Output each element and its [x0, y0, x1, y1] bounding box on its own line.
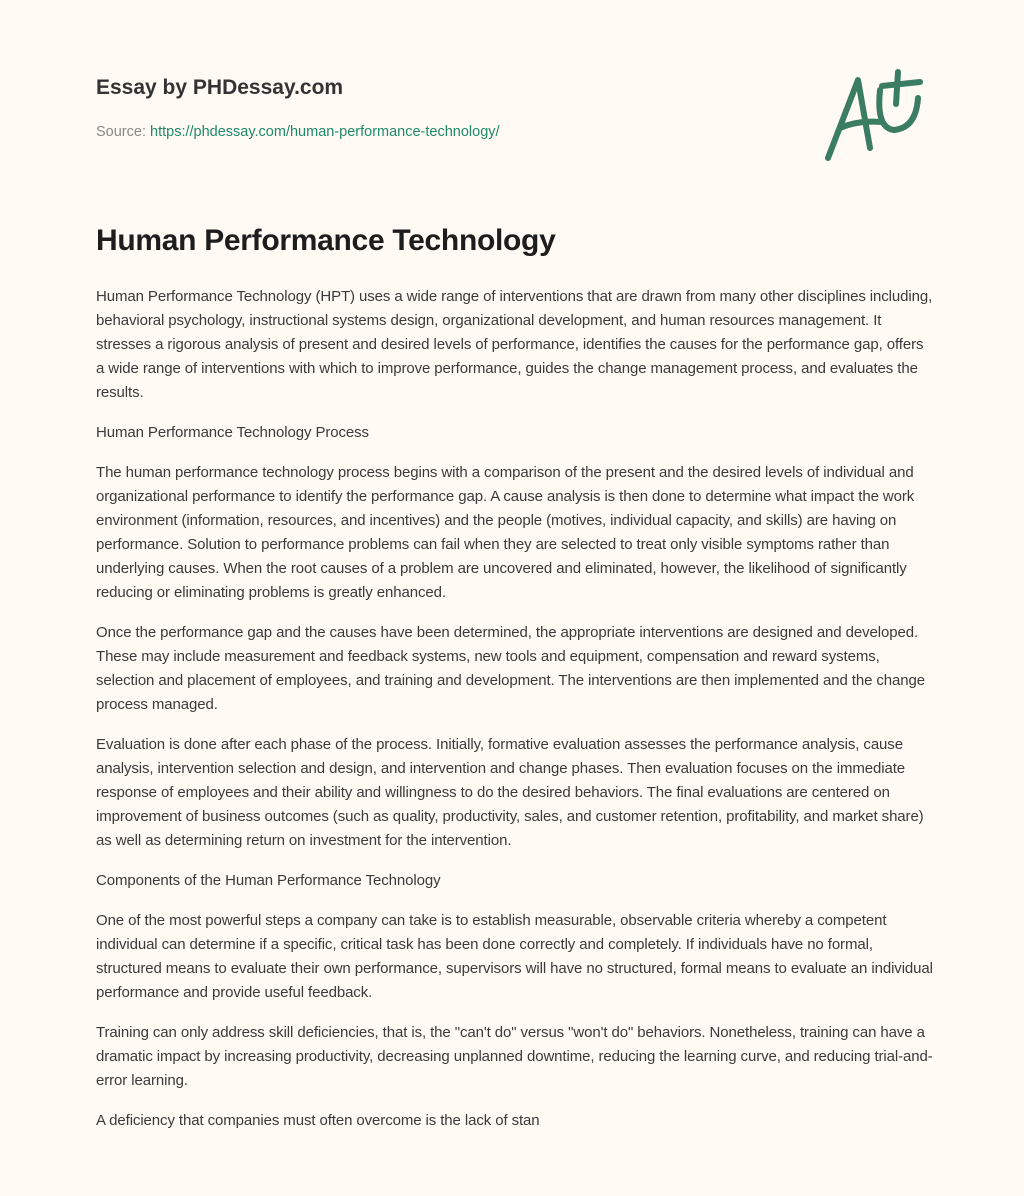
- paragraph: Human Performance Technology (HPT) uses a wide range of interventions that are drawn from many other disciplines including, behavioral psychology, instructional systems design, organizational development, and human resources management. It stresses a rigorous analysis of present and desired levels of performance, identifies the causes for the performance gap, offers a wide range of interventions with which to improve performance, guides the change management process, and evaluates the results.: [96, 288, 933, 401]
- site-brand: Essay by PHDessay.com: [96, 76, 344, 99]
- source-line: [96, 124, 500, 140]
- paragraph: One of the most powerful steps a company can take is to establish measurable, observable criteria whereby a competent individual can determine if a specific, critical task has been done correctly and completely. If individuals have no formal, structured means to evaluate their own performance, supervisors will have no structured, formal means to evaluate an individual performance and provide useful feedback.: [96, 912, 933, 1001]
- a-plus-logo-icon: [818, 68, 930, 164]
- paragraph: Once the performance gap and the causes have been determined, the appropriate interventions are designed and developed. These may include measurement and feedback systems, new tools and equipment, compensation and reward systems, selection and placement of employees, and training and development. The interventions are then implemented and the change process managed.: [96, 624, 926, 713]
- source-label: Source:: [96, 124, 146, 140]
- paragraph: The human performance technology process begins with a comparison of the present and the desired levels of individual and organizational performance to identify the performance gap. A cause analysis is then done to determine what impact the work environment (information, resources, and incentives) and the people (motives, individual capacity, and skills) are having on performance. Solution to performance problems can fail when they are selected to treat only visible symptoms rather than underlying causes. When the root causes of a problem are uncovered and eliminated, however, the likelihood of significantly reducing or eliminating problems is greatly enhanced.: [96, 464, 915, 601]
- section-heading: Human Performance Technology Process: [96, 424, 369, 441]
- paragraph: Training can only address skill deficiencies, that is, the "can't do" versus "won't do" behaviors. Nonetheless, training can have a dramatic impact by increasing productivity, decreasing unplanned downtime, reducing the learning curve, and reducing trial-and-error learning.: [96, 1024, 933, 1089]
- paragraph: A deficiency that companies must often overcome is the lack of stan: [96, 1112, 540, 1129]
- paragraph: Evaluation is done after each phase of the process. Initially, formative evaluation assesses the performance analysis, cause analysis, intervention selection and design, and intervention and change phases. Then evaluation focuses on the immediate response of employees and their ability and willingness to do the desired behaviors. The final evaluations are centered on improvement of business outcomes (such as quality, productivity, sales, and customer retention, profitability, and market share) as well as determining return on investment for the intervention.: [96, 736, 924, 849]
- section-heading: Components of the Human Performance Technology: [96, 872, 441, 889]
- page-title: Human Performance Technology: [96, 224, 556, 257]
- source-link[interactable]: https://phdessay.com/human-performance-technology/: [150, 124, 500, 140]
- essay-body: [96, 285, 934, 1149]
